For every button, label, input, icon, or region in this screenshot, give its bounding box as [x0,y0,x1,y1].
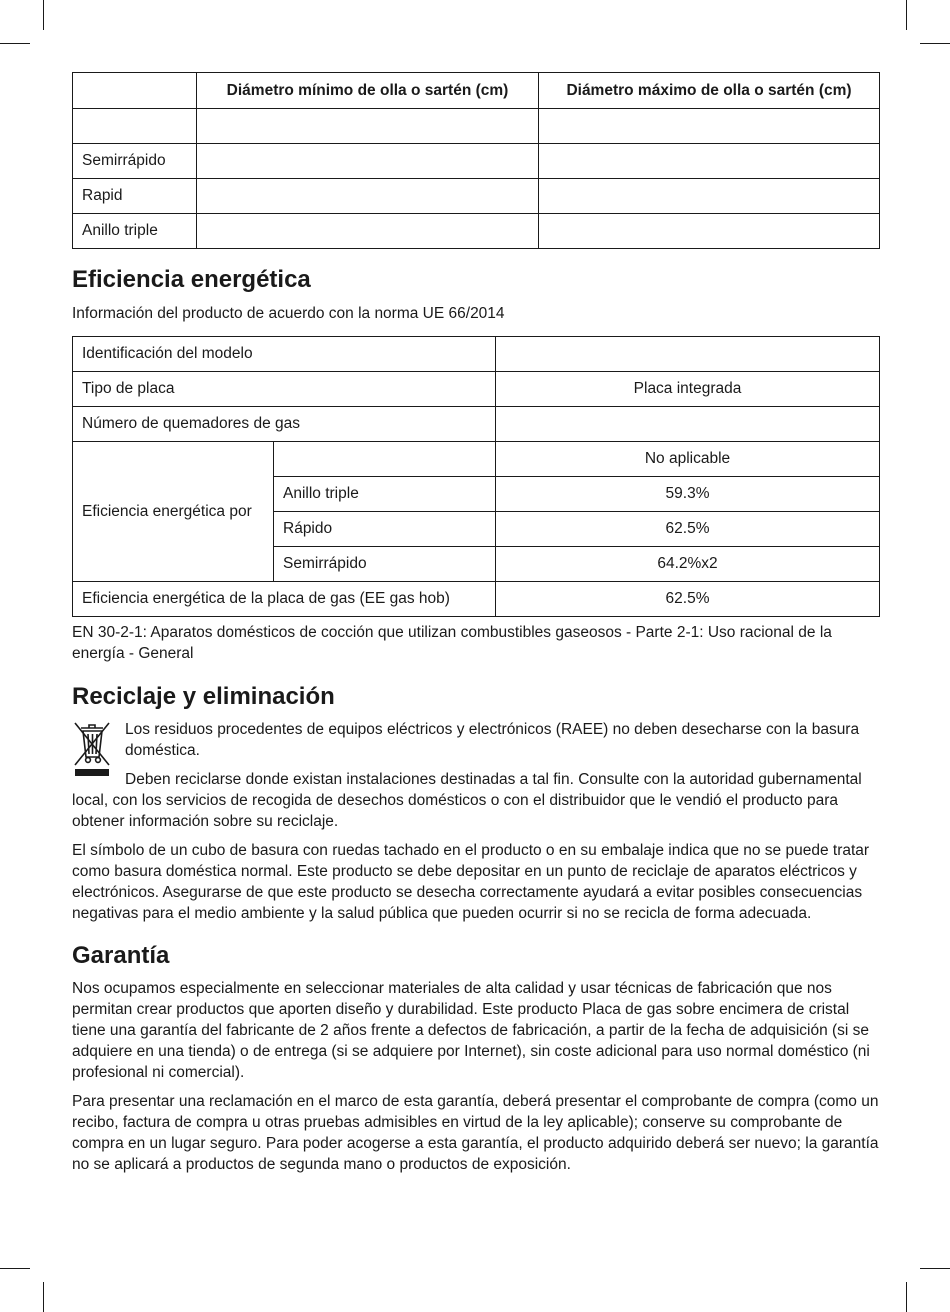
table-row [73,372,880,407]
efficiency-value: 59.3% [496,477,880,512]
total-efficiency-label: Eficiencia energética de la placa de gas (EE gas hob) [73,582,496,617]
max-diameter [539,214,880,249]
table-header-row [73,73,880,109]
efficiency-value: 64.2%x2 [496,547,880,582]
model-label: Identificación del modelo [73,337,496,372]
efficiency-burner: Semirrápido [274,547,496,582]
max-diameter [539,109,880,144]
min-diameter [197,144,539,179]
crop-mark [43,0,44,30]
crop-mark [906,0,907,30]
crossed-out-wheelie-bin-icon [72,719,112,779]
crop-mark [0,1268,30,1269]
table-row [73,337,880,372]
crop-mark [43,1282,44,1312]
burner-name [73,109,197,144]
recycling-paragraph-2: Deben reciclarse donde existan instalaciones destinadas a tal fin. Consulte con la autoridad gubernamental local, con los servicios de recogida de desechos domésticos o con el distribuidor que le vendió el producto para obtener información sobre su reciclaje. [72,771,862,830]
table-row [73,179,880,214]
warranty-paragraph-2: Para presentar una reclamación en el marco de esta garantía, deberá presentar el comprobante de compra (como un recibo, factura de compra u otras pruebas admisibles en virtud de la ley aplicable); conserve su comprobante de compra en un lugar seguro. Para poder acogerse a esta garantía, el producto adquirido deberá ser nuevo; la garantía no se aplicará a productos de segunda mano o productos de exposición. [72,1093,879,1173]
efficiency-value: 62.5% [496,512,880,547]
hob-type-label: Tipo de placa [73,372,496,407]
warranty-section-title: Garantía [72,942,170,969]
table-header: Diámetro mínimo de olla o sartén (cm) [197,73,539,109]
table-header [73,73,197,109]
energy-standard-note: EN 30-2-1: Aparatos domésticos de cocción que utilizan combustibles gaseosos - Parte 2-1: Uso racional de la energía - General [72,624,832,662]
burners-value [496,407,880,442]
efficiency-value: No aplicable [496,442,880,477]
model-value [496,337,880,372]
warranty-paragraph-1: Nos ocupamos especialmente en seleccionar materiales de alta calidad y usar técnicas de fabricación que nos permitan crear productos que aporten diseño y durabilidad. Este producto Placa de gas sobre encimera de cristal tiene una garantía del fabricante de 2 años frente a defectos de fabricación, a partir de la fecha de adquisición (si se adquiere en una tienda) o de entrega (si se adquiere por Internet), sin coste adicional para uso normal doméstico (ni profesional ni comercial). [72,980,870,1081]
table-row [73,407,880,442]
min-diameter [197,214,539,249]
efficiency-label: Eficiencia energética por [73,442,274,582]
efficiency-burner [274,442,496,477]
recycling-section-title: Reciclaje y eliminación [72,683,335,710]
burner-name: Anillo triple [73,214,197,249]
burner-name: Rapid [73,179,197,214]
hob-type-value: Placa integrada [496,372,880,407]
min-diameter [197,109,539,144]
pan-diameter-table [72,72,880,249]
recycling-block [72,719,879,832]
burners-label: Número de quemadores de gas [73,407,496,442]
table-row [73,109,880,144]
crop-mark [920,43,950,44]
page-content [72,72,879,1175]
table-row [73,582,880,617]
recycling-paragraph-3: El símbolo de un cubo de basura con ruedas tachado en el producto o en su embalaje indica que no se puede tratar como basura doméstica normal. Este producto se debe depositar en un punto de reciclaje de aparatos eléctricos y electrónicos. Asegurarse de que este producto se desecha correctamente ayudará a evitar posibles consecuencias negativas para el medio ambiente y la salud pública que pueden ocurrir si no se recicla de forma adecuada. [72,842,870,922]
energy-section-title: Eficiencia energética [72,266,311,293]
crop-mark [920,1268,950,1269]
crop-mark [906,1282,907,1312]
efficiency-burner: Anillo triple [274,477,496,512]
max-diameter [539,144,880,179]
recycling-paragraph-1: Los residuos procedentes de equipos eléctricos y electrónicos (RAEE) no deben desecharse con la basura doméstica. [125,721,860,759]
max-diameter [539,179,880,214]
burner-name: Semirrápido [73,144,197,179]
energy-efficiency-table [72,336,880,617]
table-header: Diámetro máximo de olla o sartén (cm) [539,73,880,109]
table-row [73,144,880,179]
crop-mark [0,43,30,44]
efficiency-burner: Rápido [274,512,496,547]
total-efficiency-value: 62.5% [496,582,880,617]
min-diameter [197,179,539,214]
energy-subtitle: Información del producto de acuerdo con la norma UE 66/2014 [72,305,505,322]
table-row [73,214,880,249]
table-row [73,442,880,477]
